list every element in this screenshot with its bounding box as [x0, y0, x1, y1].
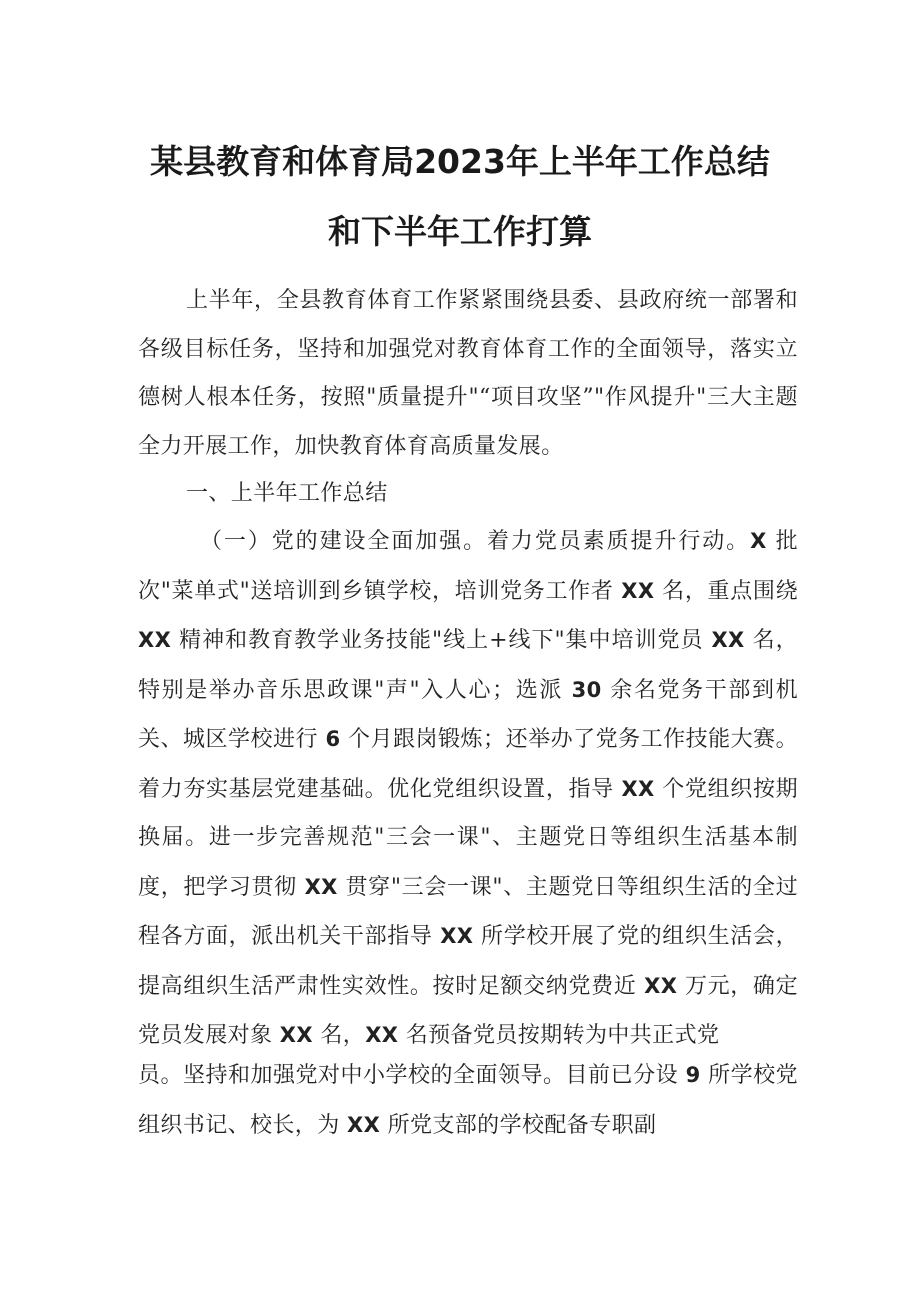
text-run: 名，	[312, 1023, 366, 1048]
number-run: XX	[365, 1023, 399, 1047]
continuation-paragraph	[138, 1051, 798, 1150]
party-building-paragraph	[138, 517, 798, 1061]
number-run: 6	[325, 727, 341, 751]
section-heading: 一、上半年工作总结	[186, 481, 388, 506]
text-run: 个月跟岗锻炼；还举办了党务工作技能大赛。着力夯实基层党建基础。优化党组织设置，指导	[138, 727, 798, 802]
text-run: 所学校开展了党的组织生活会，提高组织生活严肃性实效性。按时足额交纳党费近	[138, 924, 798, 999]
text-run: 批次"菜单式"送培训到乡镇学校，培训党务工作者	[138, 529, 798, 604]
text-run: 名预备党员按期转为中共正式党	[398, 1023, 720, 1048]
number-run: XX	[644, 973, 678, 998]
text-run: 贯穿"三会一课"、主题党日等组织生活的全过程各方面，派出机关干部指导	[138, 874, 798, 949]
text-run: 员。坚持和加强党对中小学校的全面领导。目前已分设	[138, 1063, 686, 1088]
number-run: XX	[347, 1112, 381, 1137]
number-run: XX	[304, 874, 338, 899]
number-run: XX	[279, 1023, 313, 1047]
text-run: 个党组织按期换届。进一步完善规范"三会一课"、主题党日等组织生活基本制度，把学习贯彻	[138, 776, 798, 900]
text-run: 所党支部的学校配备专职副	[380, 1112, 657, 1138]
number-run: XX	[711, 628, 745, 652]
number-run: 9	[685, 1063, 701, 1087]
number-run: XX	[621, 776, 655, 801]
number-run: XX	[440, 924, 474, 948]
number-run: XX	[138, 628, 172, 652]
text-run: （一）党的建设全面加强。着力党员素质提升行动。	[200, 529, 751, 554]
text-run: 余名党务干部到机关、城区学校进行	[138, 677, 799, 752]
number-run: 30	[571, 677, 602, 702]
text-run: 名，特别是举办音乐思政课"声"入人心；选派	[138, 628, 799, 703]
number-run: X	[750, 529, 767, 553]
text-run: 所学校党组织书记、校长，为	[138, 1063, 798, 1138]
text-run: 名，重点围绕	[654, 578, 799, 604]
document-title-line-2: 和下半年工作打算	[328, 212, 592, 251]
text-run: 精神和教育教学业务技能"线上+线下"集中培训党员	[171, 628, 712, 653]
intro-paragraph: 上半年，全县教育体育工作紧紧围绕县委、县政府统一部署和各级目标任务，坚持和加强党对教育体育工作的全面领导，落实立德树人根本任务，按照"质量提升"“项目攻坚”"作风提升"三大主题全力开展工作，加快教育体育高质量发展。	[138, 288, 798, 459]
document-title-line-1: 某县教育和体育局2023年上半年工作总结	[150, 142, 770, 181]
number-run: XX	[621, 578, 655, 603]
text-run: 万元，确定党员发展对象	[138, 973, 798, 1048]
